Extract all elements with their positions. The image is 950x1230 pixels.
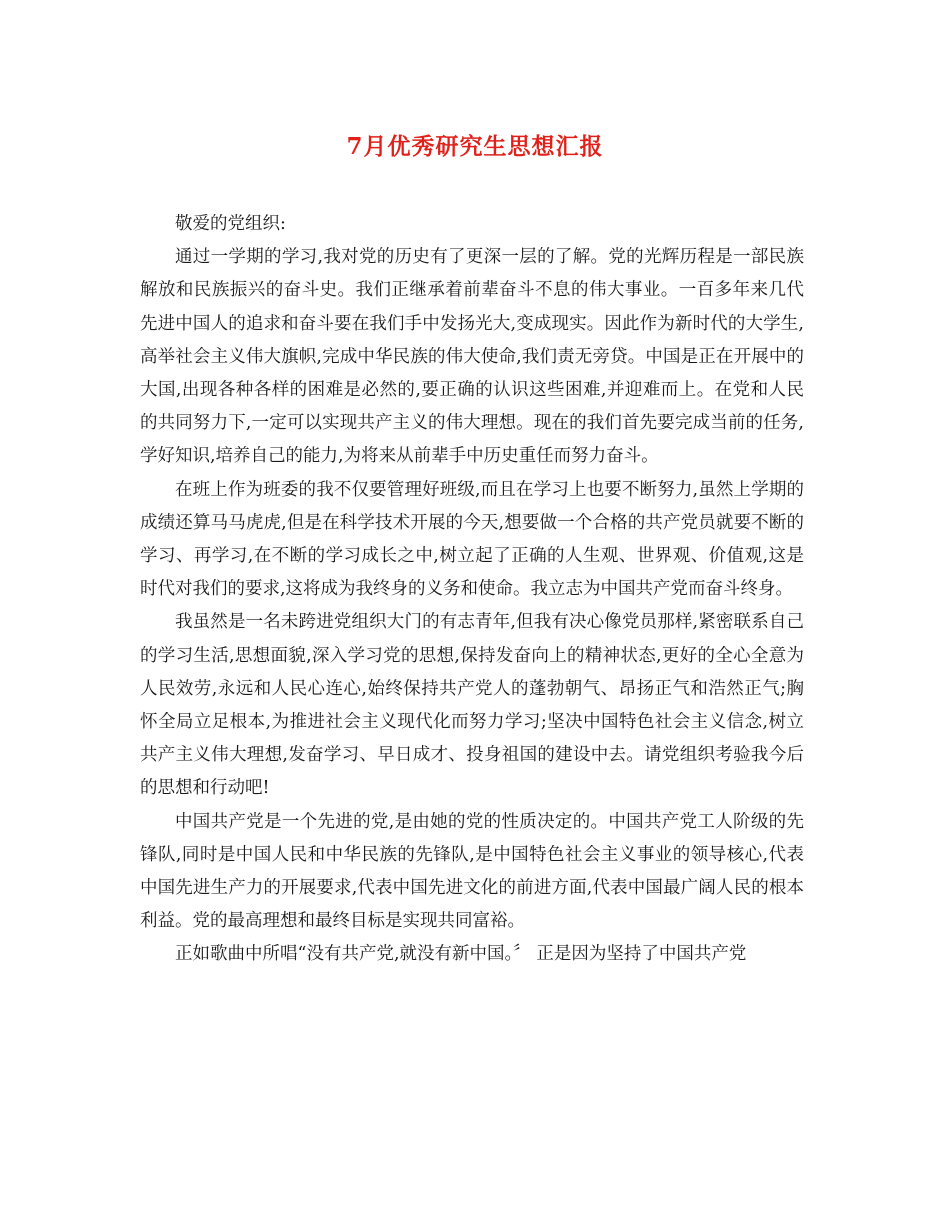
document-body — [140, 208, 804, 972]
paragraph-3: 我虽然是一名未跨进党组织大门的有志青年,但我有决心像党员那样,紧密联系自己的学习生活,思想面貌,深入学习党的思想,保持发奋向上的精神状态,更好的全心全意为人民效劳,永远和人民心连心,始终保持共产党人的蓬勃朝气、昂扬正气和浩然正气;胸怀全局立足根本,为推进社会主义现代化而努力学习;坚决中国特色社会主义信念,树立共产主义伟大理想,发奋学习、早日成才、投身祖国的建设中去。请党组织考验我今后的思想和行动吧! — [140, 612, 804, 799]
paragraph-2: 在班上作为班委的我不仅要管理好班级,而且在学习上也要不断努力,虽然上学期的成绩还算马马虎虎,但是在科学技术开展的今天,想要做一个合格的共产党员就要不断的学习、再学习,在不断的学习成长之中,树立起了正确的人生观、世界观、价值观,这是时代对我们的要求,这将成为我终身的义务和使命。我立志为中国共产党而奋斗终身。 — [140, 479, 804, 600]
paragraph-5: 正如歌曲中所唱“没有共产党,就没有新中国。〞 正是因为坚持了中国共产党 — [175, 944, 747, 965]
paragraph-4: 中国共产党是一个先进的党,是由她的党的性质决定的。中国共产党工人阶级的先锋队,同时是中国人民和中华民族的先锋队,是中国特色社会主义事业的领导核心,代表中国先进生产力的开展要求,代表中国先进文化的前进方面,代表中国最广阔人民的根本利益。党的最高理想和最终目标是实现共同富裕。 — [140, 811, 804, 932]
paragraph-1: 通过一学期的学习,我对党的历史有了更深一层的了解。党的光辉历程是一部民族解放和民族振兴的奋斗史。我们正继承着前辈奋斗不息的伟大事业。一百多年来几代先进中国人的追求和奋斗要在我们手中发扬光大,变成现实。因此作为新时代的大学生,高举社会主义伟大旗帜,完成中华民族的伟大使命,我们责无旁贷。中国是正在开展中的大国,出现各种各样的困难是必然的,要正确的认识这些困难,并迎难而上。在党和人民的共同努力下,一定可以实现共产主义的伟大理想。现在的我们首先要完成当前的任务,学好知识,培养自己的能力,为将来从前辈手中历史重任而努力奋斗。 — [140, 247, 804, 467]
document-title: 7月优秀研究生思想汇报 — [346, 133, 604, 160]
salutation: 敬爱的党组织: — [175, 214, 286, 234]
